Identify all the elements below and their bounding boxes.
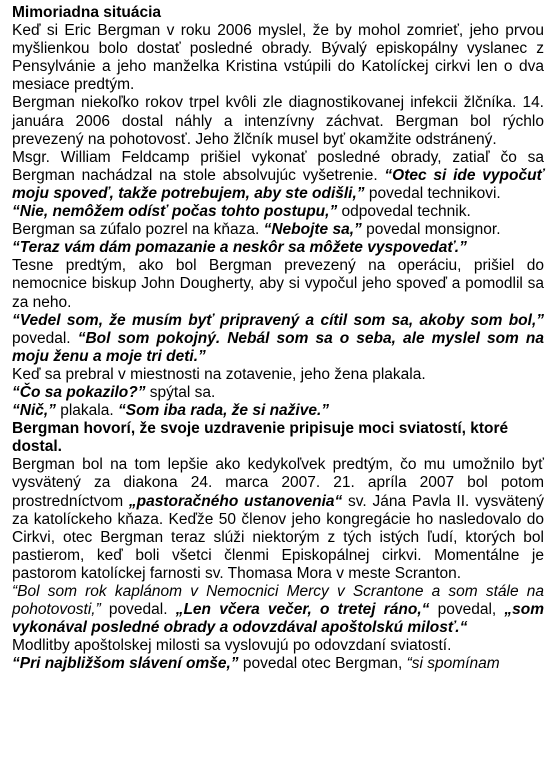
paragraph: [12, 456, 544, 583]
quote: “si spomínam: [406, 655, 500, 673]
quote: “Nič,”: [12, 402, 56, 420]
quote: “Bol som rok kaplánom v Nemocnici Mercy v Scrantone a som stále na pohotovosti,”: [12, 583, 544, 619]
paragraph: Keď sa prebral v miestnosti na zotavenie, jeho žena plakala.: [12, 365, 426, 383]
quote: „Len včera večer, o tretej ráno,“: [175, 601, 430, 619]
text-run: plakala.: [55, 402, 118, 420]
quote: „som vykonával posledné obrady a odovzdával apoštolskú milosť.“: [12, 601, 545, 637]
quote: “Nebojte sa,”: [263, 221, 362, 239]
quote: “Teraz vám dám pomazanie a neskôr sa môžete vyspovedať.”: [12, 239, 467, 257]
paragraph: Modlitby apoštolskej milosti sa vyslovujú po odovzdaní sviatostí.: [12, 637, 452, 655]
paragraph: [12, 239, 544, 257]
text-run: povedal otec Bergman,: [238, 655, 407, 673]
section-heading: Bergman hovorí, že svoje uzdravenie pripisuje moci sviatostí, ktoré dostal.: [12, 420, 509, 456]
paragraph: Tesne predtým, ako bol Bergman prevezený na operáciu, prišiel do nemocnice biskup John Dougherty, aby si vypočul jeho spoveď a pomodlil sa za neho.: [12, 257, 544, 311]
paragraph: [12, 149, 544, 203]
paragraph: [12, 221, 544, 239]
text-run: povedal.: [12, 329, 78, 347]
text-run: povedal.: [100, 601, 176, 619]
quote: “Som iba rada, že si nažive.”: [117, 402, 330, 420]
text-run: povedal,: [429, 601, 505, 619]
quote: “Bol som pokojný. Nebál som sa o seba, ale myslel som na moju ženu a moje tri deti.”: [12, 329, 544, 365]
paragraph: [12, 655, 544, 673]
text-run: Bergman sa zúfalo pozrel na kňaza.: [12, 221, 264, 239]
quote: “Otec si ide vypočuť moju spoveď, takže potrebujem, aby ste odišli,”: [12, 166, 544, 202]
quote: “Vedel som, že musím byť pripravený a cítil som sa, akoby som bol,”: [12, 311, 544, 329]
quote: “Pri najbližšom slávení omše,”: [12, 655, 239, 673]
text-run: sv. Jána Pavla II. vysvätený za katolíckeho kňaza. Keďže 50 členov jeho kongregácie ho nasledovalo do Cirkvi, otec Bergman teraz slúži niektorým z tých istých ľudí, ktorých bol pastierom, keď boli všetci členmi Episkopálnej cirkvi. Momentálne je pastorom katolíckej farnosti sv. Thomasa Mora v meste Scranton.: [12, 492, 544, 582]
paragraph: Bergman niekoľko rokov trpel kvôli zle diagnostikovanej infekcii žlčníka. 14. januára 2006 dostal náhly a intenzívny záchvat. Bergman bol rýchlo prevezený na pohotovosť. Jeho žlčník musel byť okamžite odstránený.: [12, 94, 544, 148]
text-run: Bergman bol na tom lepšie ako kedykoľvek predtým, čo mu umožnilo byť vysvätený za diakona 24. marca 2007. 21. apríla 2007 bol potom prostredníctvom: [12, 456, 544, 510]
paragraph: Keď si Eric Bergman v roku 2006 myslel, že by mohol zomrieť, jeho prvou myšlienkou bolo dostať posledné obrady. Bývalý episkopálny vyslanec z Pensylvánie a jeho manželka Kristina vstúpili do Katolíckej cirkvi len o dva mesiace predtým.: [12, 22, 544, 94]
quote: „pastoračného ustanovenia“: [128, 492, 343, 510]
text-run: spýtal sa.: [145, 383, 216, 401]
paragraph: [12, 312, 544, 366]
quote: “Nie, nemôžem odísť počas tohto postupu,”: [12, 203, 338, 221]
article: [12, 4, 544, 673]
text-run: odpovedal technik.: [337, 203, 471, 221]
paragraph: [12, 402, 544, 420]
paragraph: [12, 384, 544, 402]
article-title: Mimoriadna situácia: [12, 4, 162, 21]
text-run: povedal monsignor.: [361, 221, 501, 239]
paragraph: [12, 203, 544, 221]
paragraph: [12, 583, 544, 637]
text-run: Msgr. William Feldcamp prišiel vykonať posledné obrady, zatiaľ čo sa Bergman nachádzal na stole absolvujúc vyšetrenie.: [12, 148, 544, 184]
quote: “Čo sa pokazilo?”: [12, 383, 146, 401]
text-run: povedal technikovi.: [364, 184, 501, 202]
